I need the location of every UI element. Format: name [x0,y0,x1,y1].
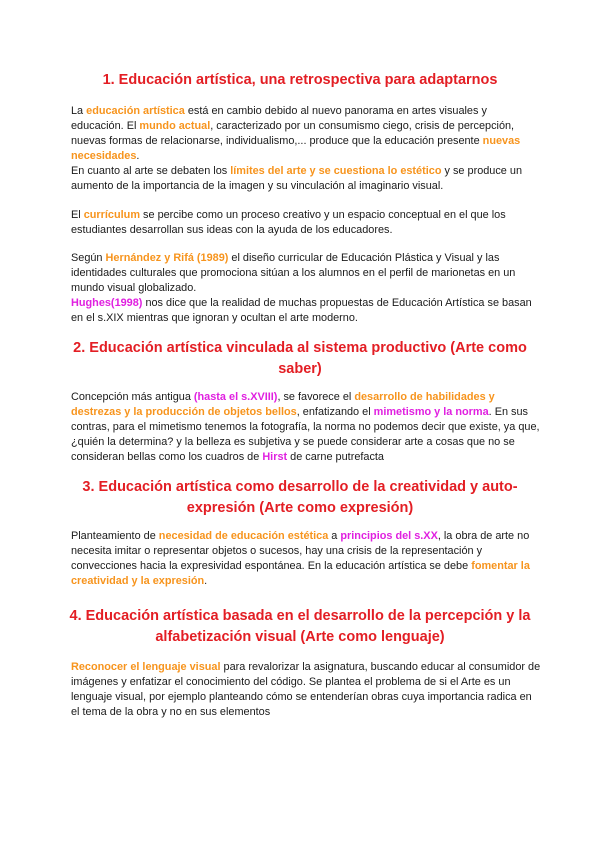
highlight-magenta: mimetismo y la norma [373,406,489,418]
highlight-orange: mundo actual [139,120,211,132]
text: para revalorizar la asignatura, buscando educar al consumidor de imágenes y enfatizar el conocimiento del código. Se plantea el problema de si el Arte es un lenguaje visual, por ejemplo planteando cómo se entenderían obras cuya importancia radica en el tema de la obra y no en sus elementos [71,661,541,718]
section-2-heading: 2. Educación artística vinculada al sistema productivo (Arte como saber) [73,340,527,377]
highlight-magenta: Hughes(1998) [71,297,143,309]
text: , la obra de arte no necesita imitar o representar objetos o sucesos, hay una crisis de la representación y convecciones hacia la expresividad espontánea. En la educación artística se debe [71,530,530,572]
highlight-orange: límites del arte y se cuestiona lo estético [230,165,442,177]
highlight-orange: Reconocer el lenguaje visual [71,661,221,673]
text: La [71,105,87,117]
text: En cuanto al arte se debaten los [71,165,231,177]
section-2-paragraph [71,390,541,465]
text: a [328,530,341,542]
text: . [204,575,208,587]
section-4-paragraph [71,660,541,720]
highlight-orange: Hernández y Rifá (1989) [105,252,229,264]
text: Según [71,252,106,264]
text: Planteamiento de [71,530,159,542]
text: , se favorece el [277,391,355,403]
highlight-orange: currículum [83,209,141,221]
text: Concepción más antigua [71,391,194,403]
text: El [71,209,84,221]
highlight-orange: desarrollo de habilidades y destrezas y la producción de objetos bellos [71,391,495,418]
text: se percibe como un proceso creativo y un espacio conceptual en el que los estudiantes desarrollan sus ideas con la ayuda de los educadores. [71,209,506,236]
section-4-heading: 4. Educación artística basada en el desarrollo de la percepción y la alfabetización visual (Arte como lenguaje) [69,608,531,645]
section-3-heading: 3. Educación artística como desarrollo de la creatividad y auto-expresión (Arte como expresión) [82,479,518,516]
section-1-paragraph-1 [71,104,541,194]
text: , caracterizado por un consumismo ciego, crisis de percepción, nuevas formas de relacionarse, individualismo,... produce que la educación presente [71,120,515,147]
highlight-magenta: (hasta el s.XVIII) [193,391,278,403]
section-1-paragraph-2 [71,208,541,238]
text: está en cambio debido al nuevo panorama en artes visuales y educación. El [71,105,487,132]
text: , enfatizando el [296,406,374,418]
highlight-orange: educación artística [86,105,185,117]
text: el diseño curricular de Educación Plástica y Visual y las identidades culturales que promociona sitúan a los alumnos en el perfil de marionetas en un mundo visual globalizado. [71,252,516,294]
text: y se produce un aumento de la importancia de la imagen y su vinculación al imaginario visual. [71,165,523,192]
highlight-magenta: principios del s.XX [340,530,438,542]
text: nos dice que la realidad de muchas propuestas de Educación Artística se basan en el s.XIX mientras que ignoran y ocultan el arte moderno. [71,297,532,324]
highlight-orange: nuevas necesidades [71,135,521,162]
section-1-paragraph-3 [71,251,541,326]
highlight-magenta: Hirst [262,451,288,463]
section-1-heading: 1. Educación artística, una retrospectiva para adaptarnos [102,72,498,88]
text: de carne putrefacta [287,451,384,463]
text: . En sus contras, para el mimetismo tenemos la fotografía, la norma no podemos decir que existe, ya que, ¿quién la determina? y la belleza es subjetiva y se puede considerar arte a cosas que no se consideran bellas como los cuadros de [71,406,540,463]
section-3-paragraph [71,529,541,589]
highlight-orange: necesidad de educación estética [158,530,329,542]
highlight-orange: fomentar la creatividad y la expresión [71,560,530,587]
text: . [136,150,140,162]
